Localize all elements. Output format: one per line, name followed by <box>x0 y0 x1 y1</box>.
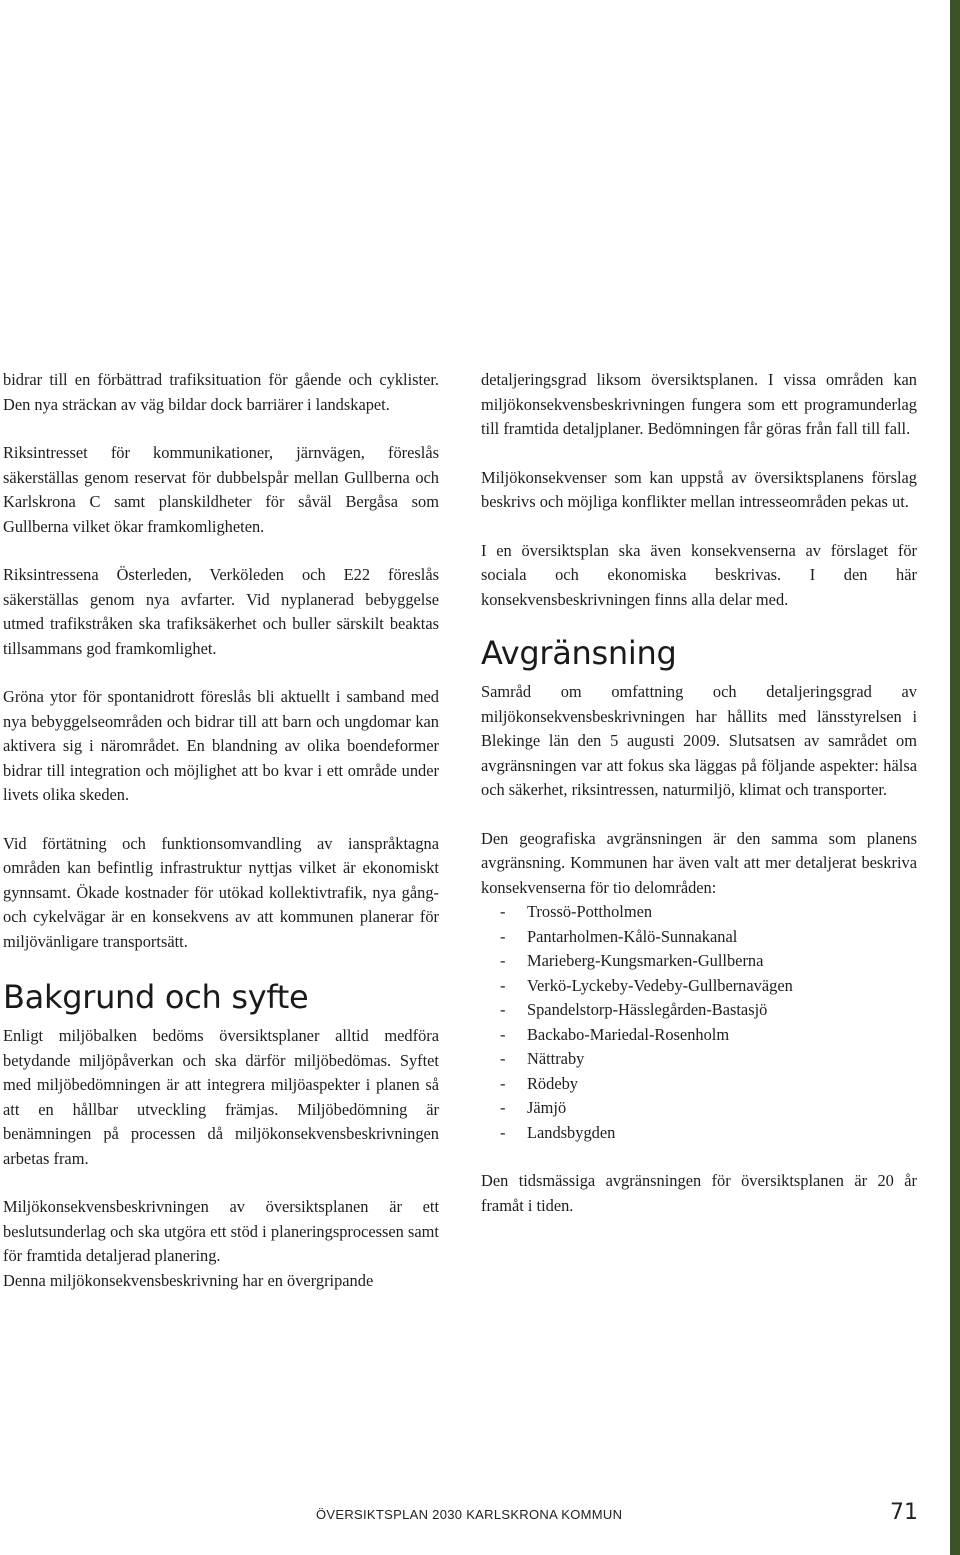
paragraph: Miljökonsekvensbeskrivningen av översiktsplanen är ett beslutsunderlag och ska utgöra ett stöd i planeringsprocessen samt för framtida detaljerad planering. <box>3 1197 439 1265</box>
paragraph: Den geografiska avgränsningen är den samma som planens avgränsning. Kommunen har även valt att mer detaljerat beskriva konsekvenserna för tio delområden: <box>481 828 917 897</box>
paragraph: Riksintresset för kommunikationer, järnvägen, föreslås säkerställas genom reservat för dubbelspår mellan Gullberna och Karlskrona C samt planskildheter för såväl Bergåsa som Gullberna vilket ökar framkomligheten. <box>3 443 439 536</box>
list-item: - Jämjö <box>500 1098 567 1117</box>
list-item: - Marieberg-Kungsmarken-Gullberna <box>500 951 764 970</box>
paragraph: Miljökonsekvenser som kan uppstå av översiktsplanens förslag beskrivs och möjliga konflikter mellan intresseområden pekas ut. <box>481 467 917 511</box>
list-item: - Spandelstorp-Hässlegården-Bastasjö <box>500 1000 768 1019</box>
paragraph: bidrar till en förbättrad trafiksituation för gående och cyklister. Den nya sträckan av väg bildar dock barriärer i landskapet. <box>3 370 439 414</box>
left-column <box>3 368 439 1293</box>
paragraph: Samråd om omfattning och detaljeringsgrad av miljökonsekvensbeskrivningen har hållits med länsstyrelsen i Blekinge län den 5 augusti 2009. Slutsatsen av samrådet om avgränsningen var att fokus ska läggas på följande aspekter: hälsa och säkerhet, riksintressen, naturmiljö, klimat och transporter. <box>481 682 917 799</box>
list-item: - Pantarholmen-Kålö-Sunnakanal <box>500 926 738 946</box>
side-accent-bar <box>950 0 960 1555</box>
footer-title: ÖVERSIKTSPLAN 2030 KARLSKRONA KOMMUN <box>316 1507 623 1522</box>
list-item: - Verkö-Lyckeby-Vedeby-Gullbernavägen <box>500 975 793 995</box>
paragraph: Gröna ytor för spontanidrott föreslås bli aktuellt i samband med nya bebyggelseområden och bidrar till att barn och ungdomar kan aktivera sig i närområdet. En blandning av olika boendeformer bidrar till integration och möjlighet att bo kvar i ett område under livets olika skeden. <box>3 687 439 804</box>
paragraph: detaljeringsgrad liksom översiktsplanen. I vissa områden kan miljökonsekvensbeskrivningen fungera som ett programunderlag till framtida detaljplaner. Bedömningen får göras från fall till fall. <box>481 370 917 438</box>
right-column <box>481 368 917 1242</box>
paragraph: Riksintressena Österleden, Verköleden och E22 föreslås säkerställas genom nya avfarter. Vid nyplanerad bebyggelse utmed trafikstråken ska trafiksäkerhet och buller särskilt beaktas tillsammans god framkomlighet. <box>3 565 439 658</box>
page-number: 71 <box>890 1500 918 1525</box>
paragraph: Enligt miljöbalken bedöms översiktsplaner alltid medföra betydande miljöpåverkan och ska därför miljöbedömas. Syftet med miljöbedömningen är att integrera miljöaspekter i planen så att en hållbar utveckling främjas. Miljöbedömning är benämningen på processen då miljökonsekvensbeskrivningen arbetas fram. <box>3 1026 439 1168</box>
section-heading-avgransning: Avgränsning <box>481 634 677 672</box>
paragraph: Den tidsmässiga avgränsningen för översiktsplanen är 20 år framåt i tiden. <box>481 1171 917 1215</box>
paragraph: Denna miljökonsekvensbeskrivning har en övergripande <box>3 1270 374 1290</box>
list-item: - Nättraby <box>500 1049 585 1068</box>
paragraph: Vid förtätning och funktionsomvandling av ianspråktagna områden kan befintlig infrastruktur nyttjas vilket är ekonomiskt gynnsamt. Ökade kostnader för utökad kollektivtrafik, nya gång- och cykelvägar är en konsekvens av att kommunen planerar för miljövänligare transportsätt. <box>3 833 439 951</box>
list-item: - Landsbygden <box>500 1122 616 1142</box>
section-heading-bakgrund: Bakgrund och syfte <box>3 978 309 1016</box>
paragraph: I en översiktsplan ska även konsekvenserna av förslaget för sociala och ekonomiska beskrivas. I den här konsekvensbeskrivningen finns alla delar med. <box>481 540 917 609</box>
subarea-list <box>481 900 917 1145</box>
list-item: - Backabo-Mariedal-Rosenholm <box>500 1024 730 1044</box>
list-item: - Rödeby <box>500 1073 578 1093</box>
list-item: - Trossö-Pottholmen <box>500 902 653 921</box>
